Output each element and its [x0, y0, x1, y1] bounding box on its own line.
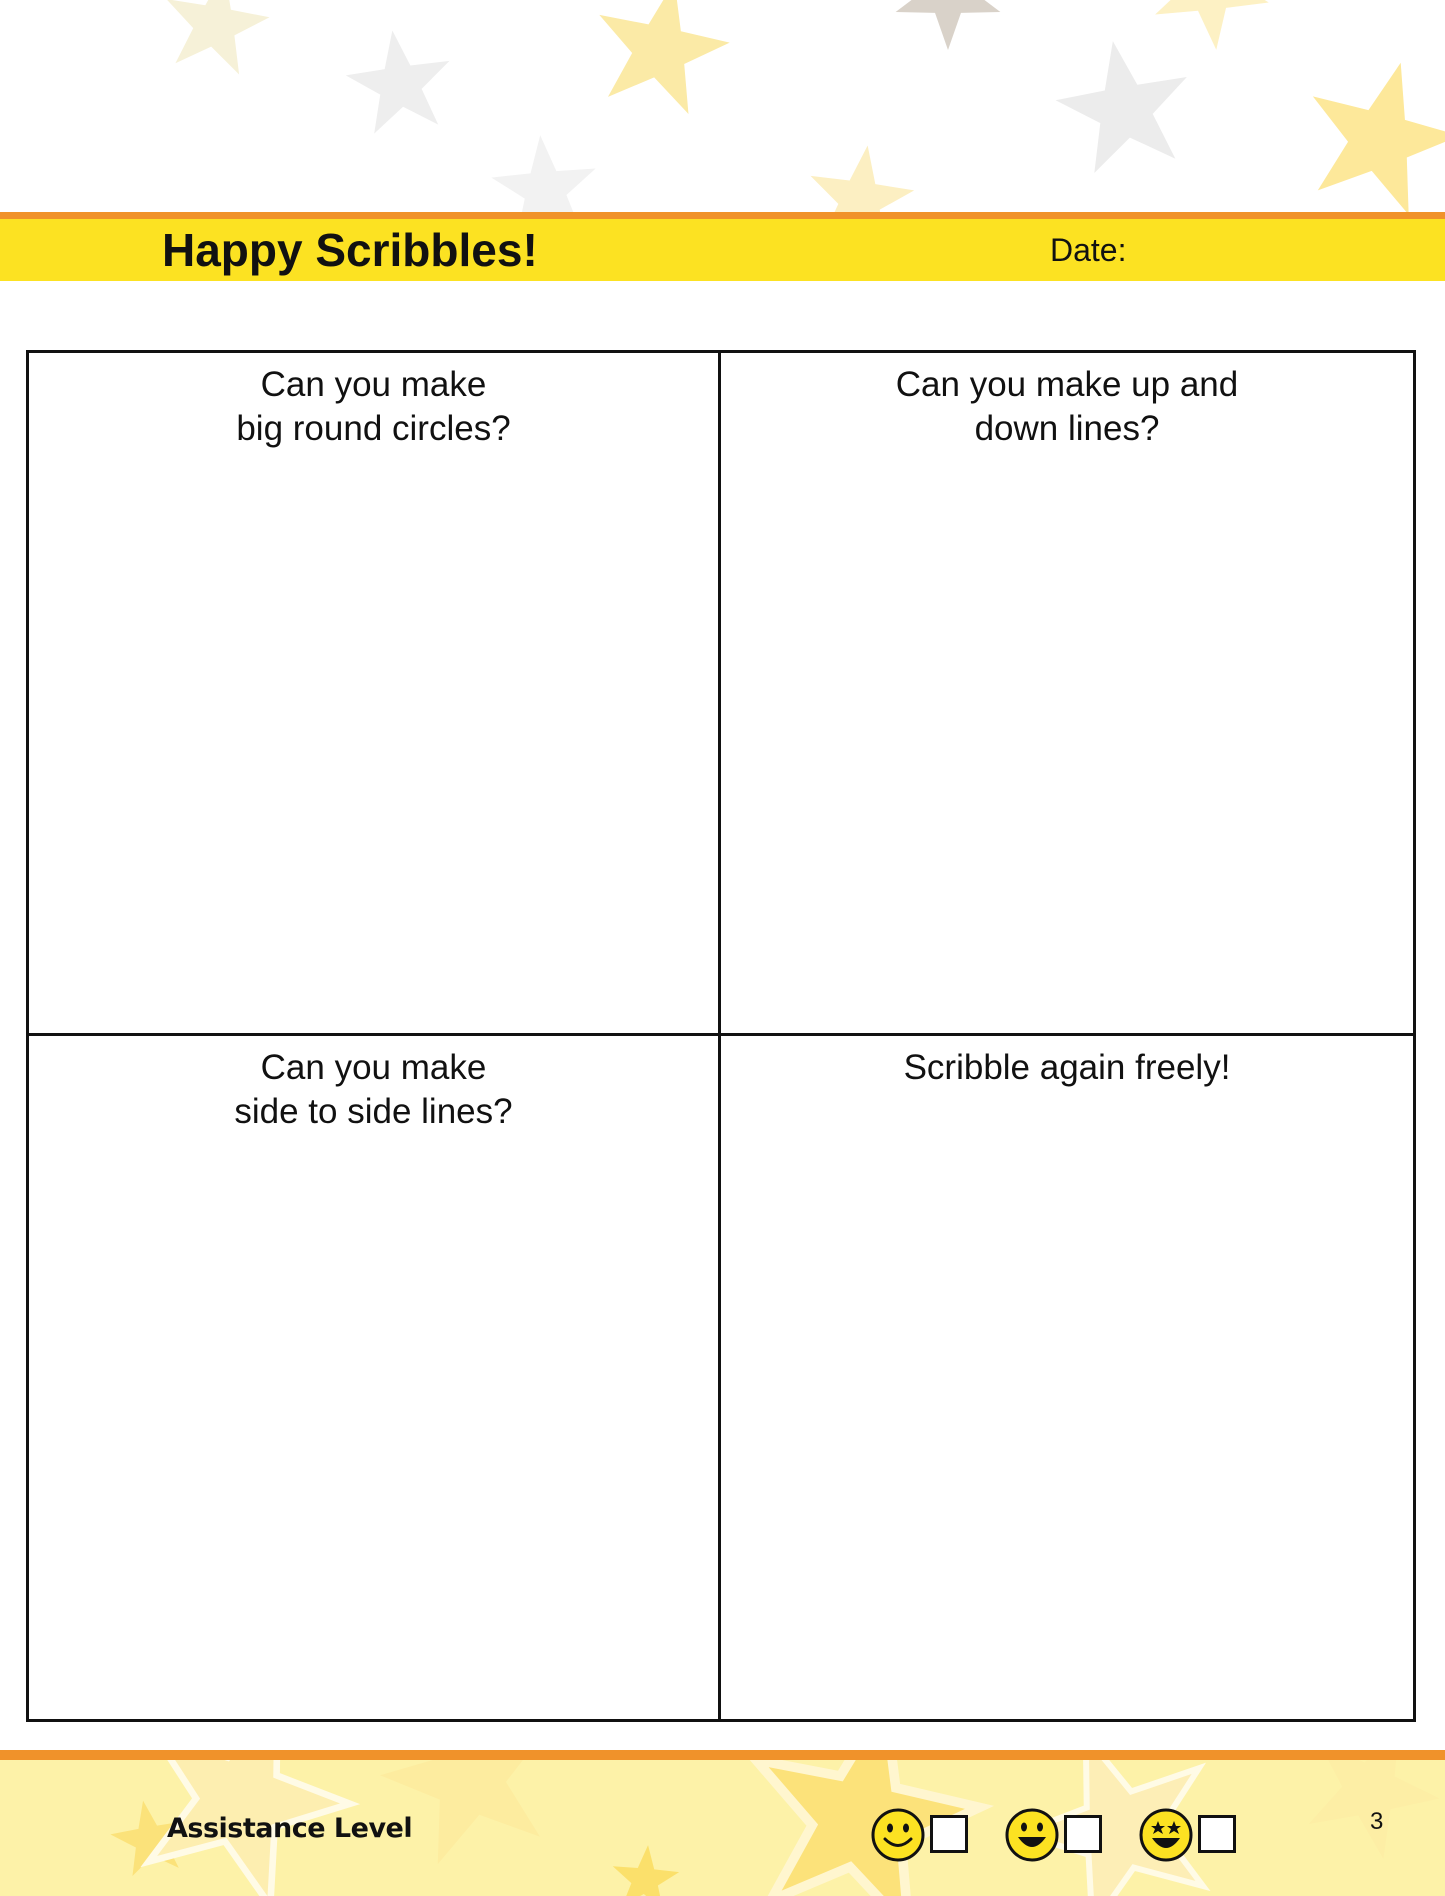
header-orange-rule — [0, 212, 1445, 219]
star-eyes-face-icon — [1138, 1807, 1194, 1863]
date-label: Date: — [1050, 232, 1127, 268]
scribble-box-up-down[interactable] — [721, 353, 1413, 1036]
page-number: 3 — [1370, 1808, 1384, 1835]
scribble-box-circles[interactable] — [29, 353, 721, 1036]
rating-checkbox[interactable] — [1198, 1815, 1236, 1853]
prompt-line: Can you make — [260, 365, 487, 404]
prompt-line: side to side lines? — [234, 1092, 513, 1131]
prompt-line: down lines? — [974, 409, 1160, 448]
assistance-level-label: Assistance Level — [167, 1813, 413, 1844]
prompt-line: Can you make up and — [895, 365, 1239, 404]
footer-orange-rule — [0, 1750, 1445, 1760]
rating-checkbox[interactable] — [930, 1815, 968, 1853]
prompt-text — [29, 1046, 718, 1134]
prompt-text — [721, 1046, 1413, 1090]
scribble-box-side-to-side[interactable] — [29, 1036, 721, 1719]
smiley-face-icon — [870, 1807, 926, 1863]
scribble-box-free[interactable] — [721, 1036, 1413, 1719]
prompt-line: Can you make — [260, 1048, 487, 1087]
prompt-text — [721, 363, 1413, 451]
rating-option-full-help[interactable] — [1138, 1807, 1248, 1859]
scribble-grid — [26, 350, 1416, 1722]
rating-checkbox[interactable] — [1064, 1815, 1102, 1853]
grinning-face-icon — [1004, 1807, 1060, 1863]
page-title: Happy Scribbles! — [162, 224, 538, 276]
prompt-line: big round circles? — [236, 409, 511, 448]
prompt-line: Scribble again freely! — [903, 1048, 1231, 1087]
header-band — [0, 219, 1445, 281]
prompt-text — [29, 363, 718, 451]
rating-option-some-help[interactable] — [1004, 1807, 1114, 1859]
rating-option-independent[interactable] — [870, 1807, 980, 1859]
footer — [0, 1760, 1445, 1896]
star-background-decoration — [0, 0, 1445, 212]
